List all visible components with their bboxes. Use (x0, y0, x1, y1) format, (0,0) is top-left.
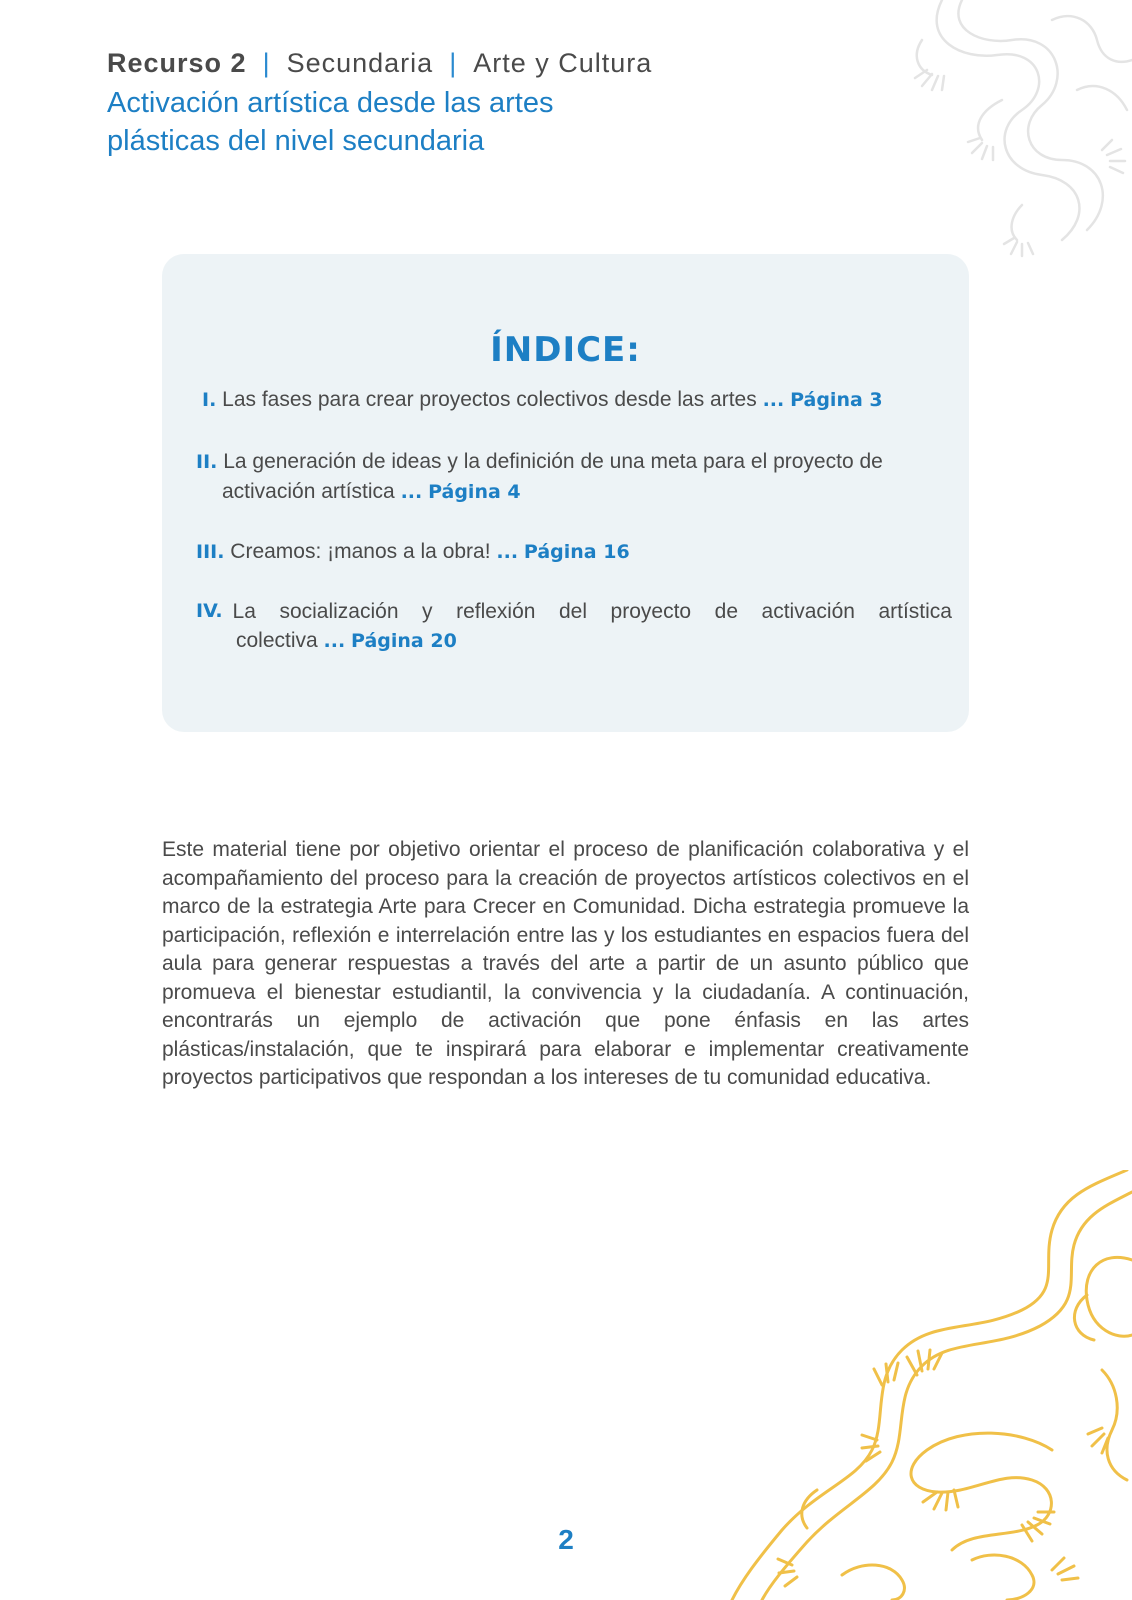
index-title: ÍNDICE: (490, 330, 641, 370)
index-item-text-line-1: La generación de ideas y la definición de una meta para el proyecto de (223, 450, 883, 473)
index-item-dots: ... (496, 541, 519, 563)
hands-illustration-top (902, 0, 1132, 260)
index-item-text-line-2: activación artística (222, 480, 395, 503)
index-item-4[interactable] (196, 597, 952, 656)
page-number: 2 (558, 1524, 574, 1555)
level-label: Secundaria (286, 48, 434, 78)
index-item-1[interactable] (202, 385, 958, 415)
index-item-dots: ... (762, 389, 785, 411)
index-item-page: Página 3 (790, 389, 883, 411)
index-item-text-line-1: La socialización y reflexión del proyecto de activación artística (232, 600, 952, 623)
document-title (107, 84, 747, 160)
index-item-3[interactable] (196, 537, 952, 567)
index-item-text: Las fases para crear proyectos colectivos desde las artes (222, 388, 757, 411)
index-item-dots: ... (323, 630, 346, 652)
index-box (162, 254, 969, 732)
separator: | (262, 48, 271, 78)
body-paragraph: Este material tiene por objetivo orientar el proceso de planificación colaborativa y el acompañamiento del proceso para la creación de proyectos artísticos colectivos en el marco de la estrategia Arte para Crecer en Comunidad. Dicha estrategia promueve la participación, reflexión e interrelación entre las y los estudiantes en espacios fuera del aula para generar respuestas a través del arte a partir de un asunto público que promueva el bienestar estudiantil, la convivencia y la ciudadanía. A continuación, encontrarás un ejemplo de activación que pone énfasis en las artes plásticas/instalación, que te inspirará para elaborar e implementar creativamente proyectos participativos que respondan a los intereses de tu comunidad educativa. (162, 838, 969, 1089)
index-item-number: III. (196, 541, 225, 563)
area-label: Arte y Cultura (473, 48, 653, 78)
index-item-text: Creamos: ¡manos a la obra! (230, 540, 491, 563)
index-item-number: I. (202, 389, 217, 411)
document-header (107, 46, 747, 160)
title-line-1: Activación artística desde las artes (107, 87, 554, 119)
index-item-page: Página 4 (428, 481, 521, 503)
resource-label: Recurso 2 (107, 48, 247, 78)
header-breadcrumb (107, 46, 747, 80)
index-item-page: Página 20 (351, 630, 457, 652)
index-item-text-line-2: colectiva (236, 629, 318, 652)
index-item-dots: ... (400, 481, 423, 503)
index-item-number: II. (196, 451, 218, 473)
title-line-2: plásticas del nivel secundaria (107, 125, 485, 157)
separator: | (449, 48, 458, 78)
index-item-number: IV. (196, 600, 223, 622)
index-item-page: Página 16 (523, 541, 630, 563)
index-item-2[interactable] (196, 447, 952, 507)
